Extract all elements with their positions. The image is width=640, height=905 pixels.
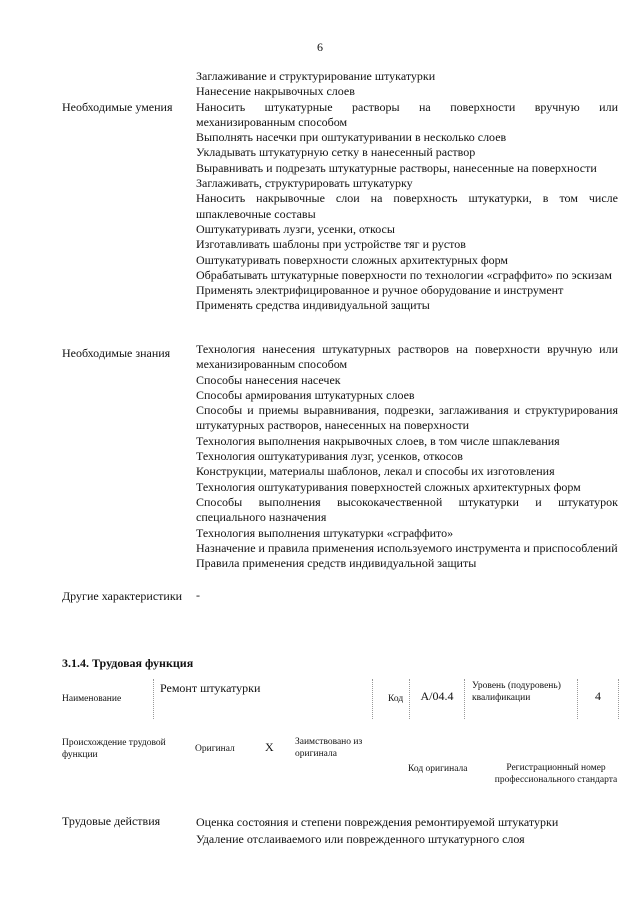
knowledge-label: Необходимые знания <box>62 346 171 360</box>
skill-item: Обрабатывать штукатурные поверхности по технологии «сграффито» по эскизам <box>196 267 612 282</box>
skill-item: Наносить накрывочные слои на поверхность штукатурки, в том числе шпаклевочные составы <box>196 191 618 221</box>
skills-list <box>196 69 618 314</box>
code-value: A/04.4 <box>420 689 454 703</box>
skill-item: Укладывать штукатурную сетку в нанесенный раствор <box>196 145 476 160</box>
skill-item: Заглаживание и структурирование штукатурки <box>196 69 436 83</box>
knowledge-item: Способы армирования штукатурных слоев <box>196 387 415 402</box>
name-box <box>153 679 373 719</box>
knowledge-item: Технология оштукатуривания поверхностей сложных архитектурных форм <box>196 479 581 494</box>
level-value: 4 <box>595 689 601 703</box>
knowledge-list <box>196 342 618 571</box>
origin-code-label: Код оригинала <box>408 764 468 774</box>
section-title: 3.1.4. Трудовая функция <box>62 656 194 670</box>
page-number: 6 <box>317 40 323 54</box>
origin-label: Происхождение трудовой функции <box>62 738 166 760</box>
level-box <box>577 679 619 719</box>
other-characteristics-label: Другие характеристики <box>62 589 183 603</box>
labor-action-item: Оценка состояния и степени повреждения ремонтируемой штукатурки <box>196 815 559 829</box>
original-mark: X <box>265 740 274 754</box>
other-characteristics-value: - <box>196 588 200 602</box>
name-value: Ремонт штукатурки <box>160 681 261 695</box>
skill-item: Применять электрифицированное и ручное оборудование и инструмент <box>196 283 564 298</box>
knowledge-item: Назначение и правила применения используемого инструмента и приспособлений <box>196 540 618 555</box>
knowledge-item: Способы нанесения насечек <box>196 372 341 387</box>
skill-item: Изготавливать шаблоны при устройстве тяг и рустов <box>196 237 466 252</box>
level-label: Уровень (подуровень) квалификации <box>472 681 561 703</box>
skill-item: Нанесение накрывочных слоев <box>196 84 355 99</box>
skill-item: Применять средства индивидуальной защиты <box>196 298 430 313</box>
skill-item: Выравнивать и подрезать штукатурные растворы, нанесенные на поверхности <box>196 160 597 175</box>
skill-item: Заглаживать, структурировать штукатурку <box>196 176 413 191</box>
skill-item: Оштукатуривать лузги, усенки, откосы <box>196 221 395 236</box>
reg-number-label: Регистрационный номер профессионального стандарта <box>494 763 618 785</box>
knowledge-item: Конструкции, материалы шаблонов, лекал и способы их изготовления <box>196 464 555 479</box>
code-box <box>409 679 465 719</box>
skill-item: Оштукатуривать поверхности сложных архитектурных форм <box>196 252 508 267</box>
knowledge-item: Технология выполнения штукатурки «сграффито» <box>196 525 454 540</box>
original-label: Оригинал <box>195 744 235 754</box>
skill-item: Наносить штукатурные растворы на поверхности вручную или механизированным способом <box>196 99 618 129</box>
knowledge-item: Технология оштукатуривания лузг, усенков, откосов <box>196 449 463 464</box>
skill-item: Выполнять насечки при оштукатуривании в несколько слоев <box>196 130 507 145</box>
knowledge-item: Технология нанесения штукатурных растворов на поверхности вручную или механизированным способом <box>196 342 618 372</box>
knowledge-item: Способы выполнения высококачественной штукатурки и штукатурок специального назначения <box>196 494 618 525</box>
labor-actions-label: Трудовые действия <box>62 814 161 828</box>
labor-actions-list <box>196 814 616 848</box>
name-label: Наименование <box>62 694 122 704</box>
knowledge-item: Правила применения средств индивидуальной защиты <box>196 556 477 571</box>
knowledge-item: Способы и приемы выравнивания, подрезки, заглаживания и структурирования штукатурных растворов, нанесенных на поверхности <box>196 403 618 433</box>
skills-label: Необходимые умения <box>62 100 173 114</box>
labor-action-item: Удаление отслаиваемого или поврежденного штукатурного слоя <box>196 832 525 846</box>
borrowed-label: Заимствовано из оригинала <box>295 737 363 759</box>
knowledge-item: Технология выполнения накрывочных слоев, в том числе шпаклевания <box>196 433 560 448</box>
code-label: Код <box>388 694 404 704</box>
